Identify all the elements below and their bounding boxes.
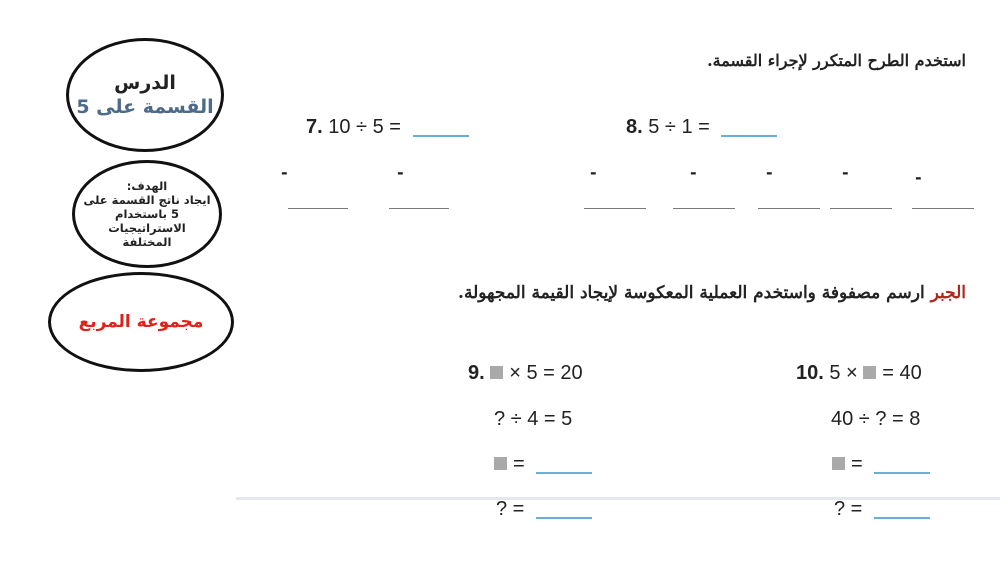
minus-sign: - [281,163,288,182]
minus-sign: - [842,163,849,182]
question-10-equation-b: = 40 [882,362,922,384]
work-line[interactable] [288,208,348,209]
minus-sign: - [766,163,773,182]
goal-line: 5 باستخدام [115,207,179,221]
question-7 [306,116,469,139]
lesson-oval [66,38,224,152]
unknown-square-icon [863,366,876,379]
question-8-number: 8. [626,116,643,138]
work-line[interactable] [830,208,892,209]
question-10-line2: 40 ÷ ? = 8 [831,408,921,430]
algebra-keyword: الجبر [930,283,966,303]
question-10-square-answer[interactable] [874,472,930,474]
equals-sign: = [851,453,863,475]
question-9-line3 [494,453,592,476]
question-7-answer-blank[interactable] [413,135,469,137]
question-9-square-answer[interactable] [536,472,592,474]
work-line[interactable] [673,208,735,209]
group-label: مجموعة المربع [78,312,204,332]
goal-line: ايجاد ناتج القسمة على [83,193,211,207]
question-9-line1 [468,362,583,385]
question-10-line3 [832,453,930,476]
question-10-number: 10. [796,362,824,384]
section1-heading: استخدم الطرح المتكرر لإجراء القسمة. [707,51,966,70]
unknown-square-icon [494,457,507,470]
question-10-equation-a: 5 × [829,362,858,384]
minus-sign: - [590,163,597,182]
question-10-unknown-answer[interactable] [874,517,930,519]
section2-instruction: ارسم مصفوفة واستخدم العملية المعكوسة لإيجاد القيمة المجهولة. [458,283,925,303]
question-9-equation: × 5 = 20 [509,362,583,384]
lesson-label: الدرس [114,72,176,94]
question-mark-equals: ? = [834,498,863,520]
work-line[interactable] [758,208,820,209]
question-mark-equals: ? = [496,498,525,520]
group-oval [48,272,234,372]
lesson-topic: القسمة على 5 [76,96,214,118]
question-8-expression: 5 ÷ 1 = [648,116,710,138]
question-9-line4 [496,498,592,521]
question-10-line1 [796,362,922,385]
goal-oval [72,160,222,268]
goal-line: الهدف: [126,179,168,193]
question-10-line4 [834,498,930,521]
section2-heading [458,283,966,303]
minus-sign: - [397,163,404,182]
work-line[interactable] [389,208,449,209]
unknown-square-icon [832,457,845,470]
question-9-number: 9. [468,362,485,384]
minus-sign: - [690,163,697,182]
question-7-number: 7. [306,116,323,138]
question-7-expression: 10 ÷ 5 = [328,116,401,138]
question-8-answer-blank[interactable] [721,135,777,137]
unknown-square-icon [490,366,503,379]
work-line[interactable] [912,208,974,209]
question-9-line2: ? ÷ 4 = 5 [494,408,573,430]
minus-sign: - [915,168,922,187]
goal-line: الاستراتيجيات المختلفة [108,221,186,249]
question-8 [626,116,777,139]
equals-sign: = [513,453,525,475]
question-9-unknown-answer[interactable] [536,517,592,519]
work-line[interactable] [584,208,646,209]
